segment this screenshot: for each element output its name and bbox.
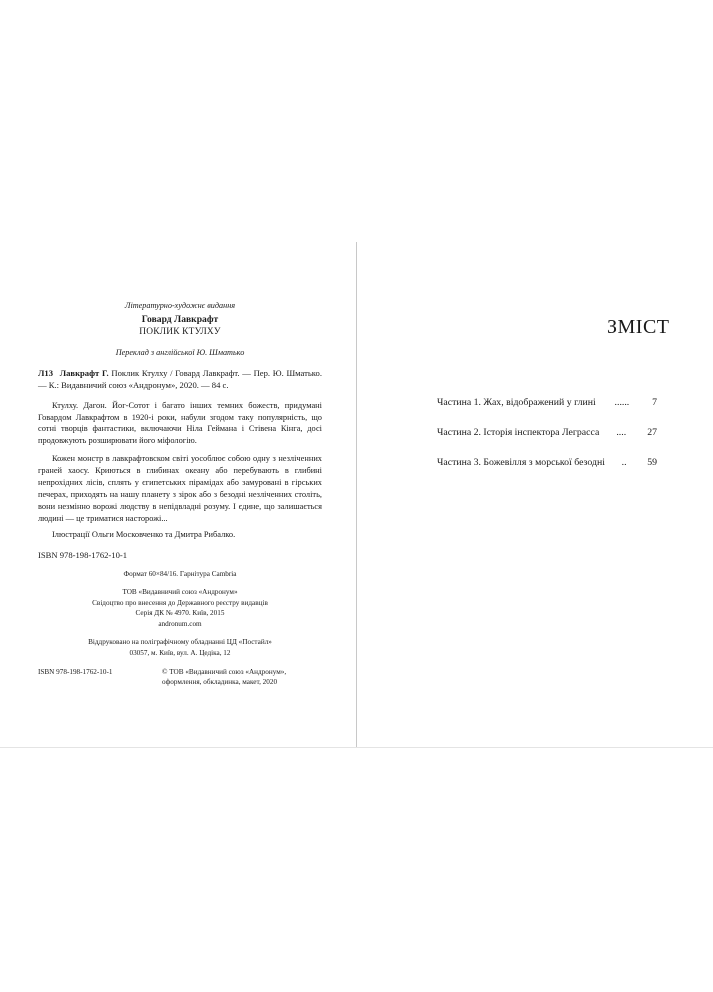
toc-page-number: 59	[647, 457, 657, 468]
publisher-line-3: Серія ДК № 4970. Київ, 2015	[135, 609, 225, 618]
bibliographic-record	[38, 367, 322, 391]
toc-page-number: 27	[647, 427, 657, 438]
isbn: ISBN 978-198-1762-10-1	[38, 549, 128, 560]
biblio-code: Л13	[38, 368, 53, 379]
publisher-line-1: ТОВ «Видавничий союз «Андронум»	[122, 587, 238, 596]
imprint-page	[38, 300, 322, 688]
toc-page-number: 7	[652, 397, 657, 408]
imprint-footer	[38, 667, 322, 689]
toc-item-1[interactable]	[437, 398, 657, 428]
printer-line-2: 03057, м. Київ, вул. А. Цедіка, 12	[129, 648, 231, 657]
toc-dots: ....	[616, 427, 627, 438]
copyright-line-2: оформлення, обкладинка, макет, 2020	[162, 678, 278, 687]
toc-item-label: Частина 1. Жах, відображений у глині	[437, 397, 596, 408]
book-title: ПОКЛИК КТУЛХУ	[139, 327, 221, 338]
toc-item-3[interactable]	[437, 458, 657, 488]
genre-label: Літературно-художнє видання	[124, 301, 236, 310]
format-info: Формат 60×84/16. Гарнітура Cambria	[123, 569, 237, 578]
publisher-website: andronum.com	[158, 620, 202, 629]
biblio-text: Поклик Ктулху / Говард Лавкрафт. — Пер. Ю. Шматько. — К.: Видавничий союз «Андронум», 2020. — 84 с.	[38, 368, 322, 391]
biblio-author: Лавкрафт Г.	[59, 368, 109, 379]
printer-info	[38, 637, 322, 659]
translation-credit: Переклад з англійської Ю. Шматько	[115, 347, 245, 357]
toc-dots: ..	[621, 457, 627, 468]
description-paragraph-2: Кожен монстр в лавкрафтовском світі уособлює собою одну з незліченних граней хаосу. Криються в глибинах океану або перебувають в глибині непрохідних лісів, сплять у єгипетських пірамідах або замуровані в гірських печерах, приходять на нашу планету з зірок або з безодні незліченних століть, вони незмінно ворожі людству в непідвладні розуму. І єдине, що залишається людині — це триматися насторожі...	[38, 454, 322, 523]
copyright-notice	[162, 667, 322, 689]
description-paragraph-1: Ктулху. Дагон. Йог-Сотот і багато інших темних божеств, придумані Говардом Лавкрафтом в 1920-і роки, набули згодом таку популярність, що сотні творців фантастики, включаючи Ніла Геймана і Стівена Кінга, досі продовжують розширювати його міфологію.	[38, 400, 322, 446]
book-author: Говард Лавкрафт	[141, 313, 219, 325]
table-of-contents	[437, 398, 657, 488]
printer-line-1: Віддруковано на поліграфічному обладнанні ЦД «Постайл»	[88, 637, 272, 646]
page-spine-divider	[356, 242, 357, 748]
footer-isbn: ISBN 978-198-1762-10-1	[38, 667, 113, 676]
publisher-info	[38, 587, 322, 630]
page-bottom-edge	[0, 747, 713, 748]
copyright-line-1: © ТОВ «Видавничий союз «Андронум»,	[162, 667, 287, 676]
publisher-line-2: Свідоцтво про внесення до Державного реєстру видавців	[92, 598, 268, 607]
toc-item-2[interactable]	[437, 428, 657, 458]
illustrations-credit: Ілюстрації Ольги Московченко та Дмитра Рибалко.	[52, 529, 236, 539]
toc-dots: ......	[614, 397, 630, 408]
toc-heading: ЗМІСТ	[607, 316, 670, 338]
toc-item-label: Частина 3. Божевілля з морської безодні	[437, 457, 605, 468]
toc-item-label: Частина 2. Історія інспектора Леграсса	[437, 427, 600, 438]
